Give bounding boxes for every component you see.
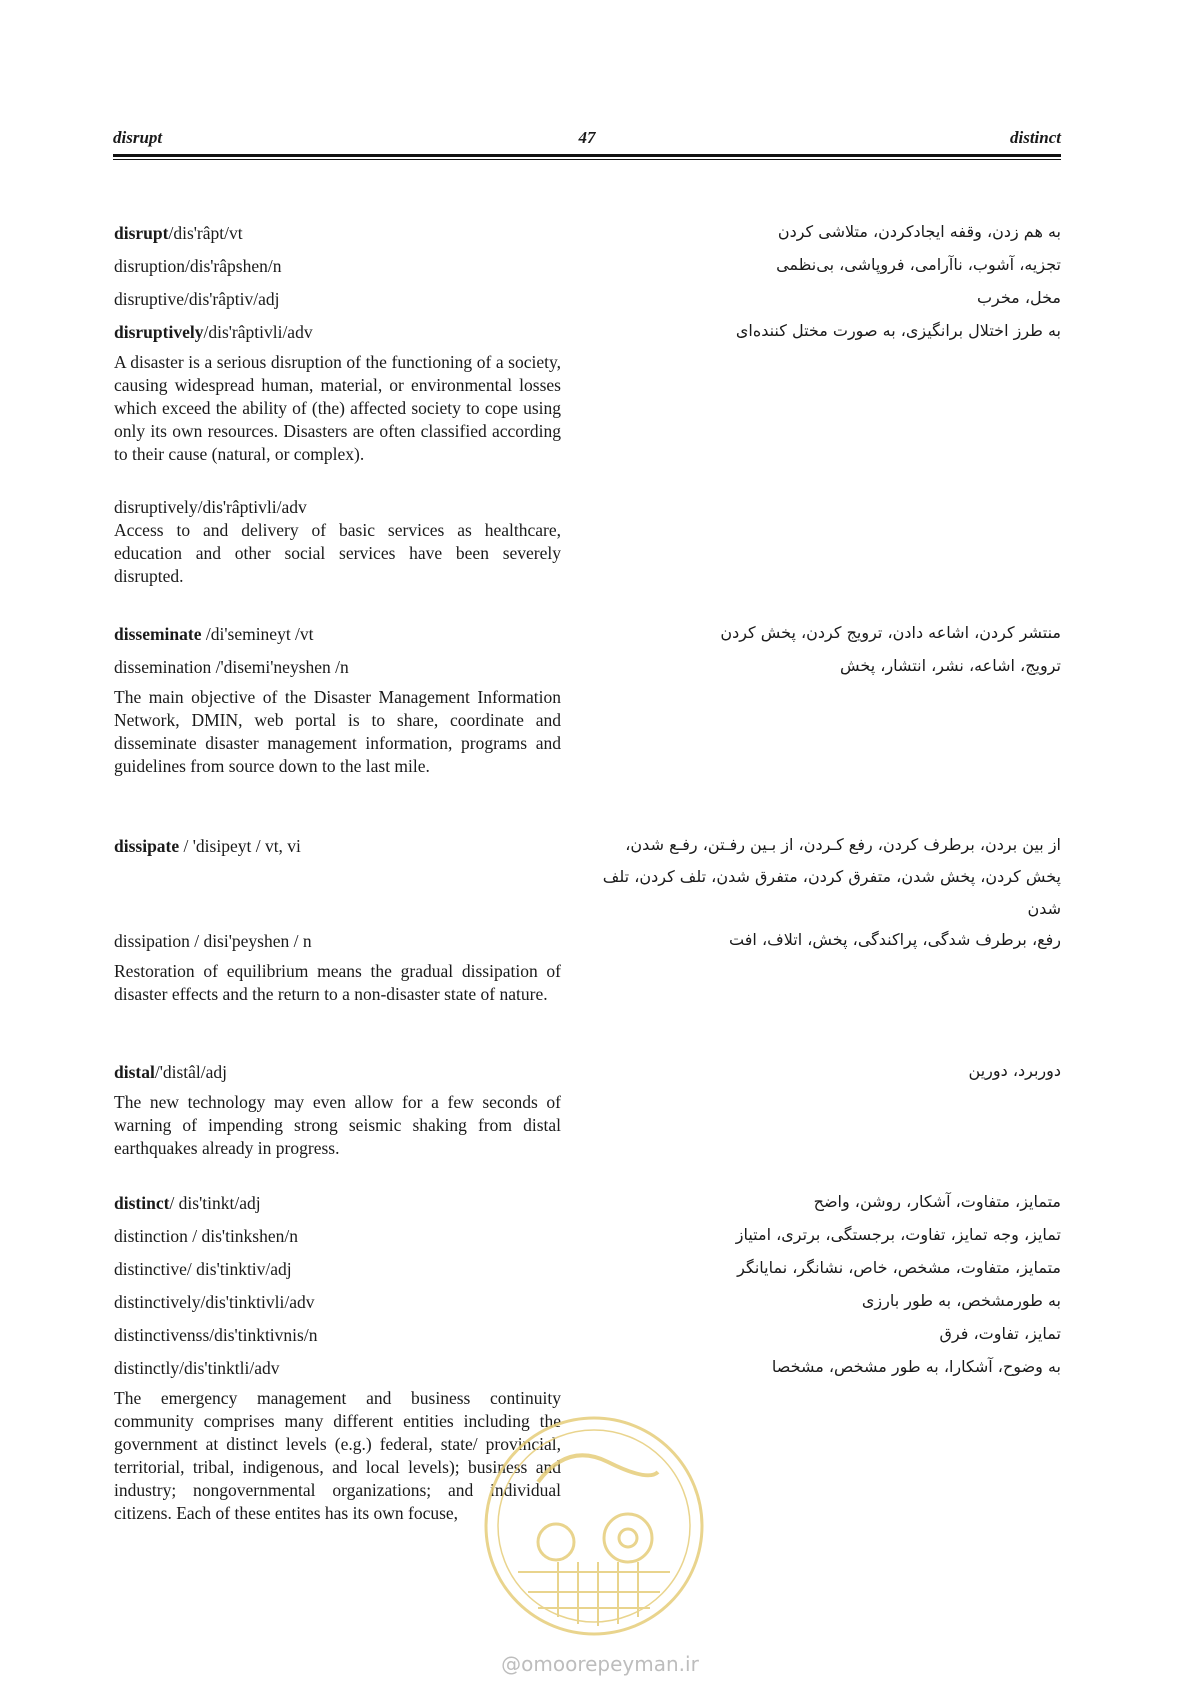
watermark-website: @omoorepeyman.ir (501, 1652, 699, 1676)
entry-translation: دوربرد، دورین (968, 1061, 1061, 1080)
header-left-guideword: disrupt (113, 128, 163, 147)
entry-translation: متمایز، متفاوت، آشکار، روشن، واضح (813, 1192, 1061, 1211)
entry-translation: تجزیه، آشوب، ناآرامی، فروپاشی، بی‌نظمی (776, 255, 1061, 274)
entry-headword-line: dissipate / 'disipeyt / vt, vi (114, 836, 301, 856)
example-paragraph: The main objective of the Disaster Management Information Network, DMIN, web portal is to share, coordinate and disseminate disaster management information, programs and guidelines from source down to the last mile. (114, 687, 561, 776)
entry-headword-line: distinction / dis'tinkshen/n (114, 1226, 298, 1246)
entry-headword-line: distinct/ dis'tinkt/adj (114, 1193, 261, 1213)
entry-headword-line: distal/'distâl/adj (114, 1062, 228, 1082)
entry-headword-line: disrupt/dis'râpt/vt (114, 223, 243, 243)
entry-headword-line: disruptive/dis'râptiv/adj (114, 289, 280, 309)
header-rule-thick (113, 154, 1061, 157)
entry-headword-line: dissemination /'disemi'neyshen /n (114, 657, 349, 677)
entry-headword-line: disruptively/dis'râptivli/adv (114, 322, 313, 342)
entry-translation: رفع، برطرف شدگی، پراکندگی، پخش، اتلاف، افت (729, 930, 1061, 949)
entry-headword-line: distinctly/dis'tinktli/adv (114, 1358, 280, 1378)
entry-headword-line: distinctive/ dis'tinktiv/adj (114, 1259, 292, 1279)
entry-translation: ترویج، اشاعه، نشر، انتشار، پخش (840, 656, 1061, 675)
entry-translation: تمایز، وجه تمایز، تفاوت، برجستگی، برتری، امتیاز (735, 1225, 1061, 1244)
example-paragraph: Restoration of equilibrium means the gradual dissipation of disaster effects and the return to a non-disaster state of nature. (114, 961, 561, 1004)
header-rule-thin (113, 159, 1061, 160)
example-paragraph: The new technology may even allow for a few seconds of warning of impending strong seismic shaking from distal earthquakes already in progress. (114, 1092, 561, 1158)
entry-headword-line: distinctivenss/dis'tinktivnis/n (114, 1325, 318, 1345)
entry-translation: به هم زدن، وقفه ایجادکردن، متلاشی کردن (777, 222, 1061, 241)
entry-translation: از بین بردن، برطرف کردن، رفع کـردن، از بـین رفـتن، رفـع شدن، پخش کردن، پخش شدن، متفرق کردن، متفرق شدن، تلف کردن، تلف شدن (602, 835, 1061, 918)
entry-translation: به طرز اختلال برانگیزی، به صورت مختل کننده‌ای (735, 321, 1061, 340)
entry-translation: متمایز، متفاوت، مشخص، خاص، نشانگر، نمایانگر (737, 1258, 1061, 1277)
example-paragraph: The emergency management and business continuity community comprises many different entities including the government at distinct levels (e.g.) federal, state/ provincial, territorial, tribal, indigenous, and local levels); business and industry; nongovernmental organizations; and individual citizens. Each of these entites has its own focuse, (114, 1388, 561, 1523)
page-number: 47 (578, 128, 596, 147)
entry-translation: به وضوح، آشکارا، به طور مشخص، مشخصا (771, 1357, 1061, 1376)
entry-headword-line: dissipation / disi'peyshen / n (114, 931, 312, 951)
entry-headword-line: disruptively/dis'râptivli/adv (114, 497, 307, 517)
header-right-guideword: distinct (1009, 128, 1061, 147)
entry-translation: مخل، مخرب (976, 288, 1061, 307)
example-paragraph: Access to and delivery of basic services as healthcare, education and other social services have been severely disrupted. (114, 520, 561, 586)
entry-headword-line: disruption/dis'râpshen/n (114, 256, 282, 276)
entry-translation: تمایز، تفاوت، فرق (939, 1324, 1061, 1343)
entry-translation: به طورمشخص، به طور بارزی (861, 1291, 1061, 1310)
entry-translation: منتشر کردن، اشاعه دادن، ترویج کردن، پخش کردن (720, 623, 1061, 642)
example-paragraph: A disaster is a serious disruption of the functioning of a society, causing widespread human, material, or environmental losses which exceed the ability of (the) affected society to cope using only its own resources. Disasters are often classified according to their cause (natural, or complex). (114, 352, 561, 464)
entry-headword-line: disseminate /di'semineyt /vt (114, 624, 314, 644)
entry-headword-line: distinctively/dis'tinktivli/adv (114, 1292, 315, 1312)
publisher-seal-watermark (478, 1412, 710, 1640)
